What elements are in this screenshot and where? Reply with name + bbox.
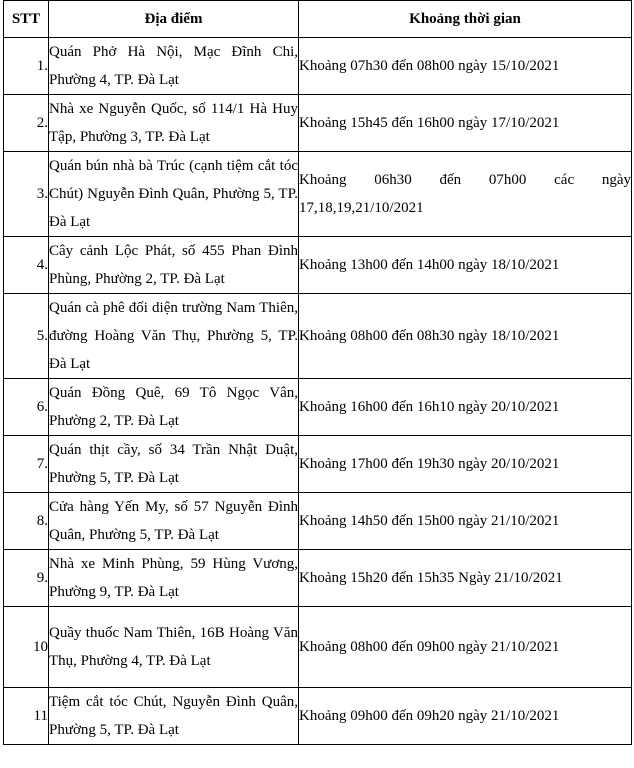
row-number: 11 [4, 688, 49, 745]
row-place: Nhà xe Minh Phùng, 59 Hùng Vương, Phường 9, TP. Đà Lạt [49, 550, 299, 607]
row-place: Quán cà phê đối diện trường Nam Thiên, đường Hoàng Văn Thụ, Phường 5, TP. Đà Lạt [49, 294, 299, 379]
row-number: 2. [4, 95, 49, 152]
row-place: Quán thịt cầy, số 34 Trần Nhật Duật, Phường 5, TP. Đà Lạt [49, 436, 299, 493]
row-time: Khoảng 08h00 đến 09h00 ngày 21/10/2021 [299, 607, 632, 688]
row-time: Khoảng 15h45 đến 16h00 ngày 17/10/2021 [299, 95, 632, 152]
row-time: Khoảng 15h20 đến 15h35 Ngày 21/10/2021 [299, 550, 632, 607]
table-row [4, 379, 632, 436]
row-time: Khoảng 09h00 đến 09h20 ngày 21/10/2021 [299, 688, 632, 745]
row-number: 1. [4, 38, 49, 95]
table-row [4, 237, 632, 294]
row-place: Tiệm cắt tóc Chút, Nguyễn Đình Quân, Phường 5, TP. Đà Lạt [49, 688, 299, 745]
right-edge-mark [631, 155, 632, 169]
table-row [4, 607, 632, 688]
table-row [4, 436, 632, 493]
row-time: Khoảng 06h30 đến 07h00 các ngày 17,18,19,21/10/2021 [299, 152, 632, 237]
table-row [4, 688, 632, 745]
row-time: Khoảng 13h00 đến 14h00 ngày 18/10/2021 [299, 237, 632, 294]
row-number: 6. [4, 379, 49, 436]
table-row [4, 38, 632, 95]
row-time: Khoảng 14h50 đến 15h00 ngày 21/10/2021 [299, 493, 632, 550]
row-time: Khoảng 07h30 đến 08h00 ngày 15/10/2021 [299, 38, 632, 95]
row-number: 4. [4, 237, 49, 294]
row-time: Khoảng 08h00 đến 08h30 ngày 18/10/2021 [299, 294, 632, 379]
row-number: 9. [4, 550, 49, 607]
table-row [4, 152, 632, 237]
row-place: Nhà xe Nguyễn Quốc, số 114/1 Hà Huy Tập, Phường 3, TP. Đà Lạt [49, 95, 299, 152]
row-place: Quầy thuốc Nam Thiên, 16B Hoàng Văn Thụ, Phường 4, TP. Đà Lạt [49, 607, 299, 688]
row-number: 10 [4, 607, 49, 688]
row-time: Khoảng 17h00 đến 19h30 ngày 20/10/2021 [299, 436, 632, 493]
row-place: Cây cảnh Lộc Phát, số 455 Phan Đình Phùng, Phường 2, TP. Đà Lạt [49, 237, 299, 294]
row-place: Quán Đồng Quê, 69 Tô Ngọc Vân, Phường 2, TP. Đà Lạt [49, 379, 299, 436]
row-number: 7. [4, 436, 49, 493]
header-place: Địa điểm [49, 1, 299, 38]
header-time: Khoảng thời gian [299, 1, 632, 38]
row-place: Cửa hàng Yến My, số 57 Nguyễn Đình Quân, Phường 5, TP. Đà Lạt [49, 493, 299, 550]
row-number: 5. [4, 294, 49, 379]
row-number: 3. [4, 152, 49, 237]
row-place: Quán bún nhà bà Trúc (cạnh tiệm cắt tóc Chút) Nguyễn Đình Quân, Phường 5, TP. Đà Lạt [49, 152, 299, 237]
table-row [4, 294, 632, 379]
row-time: Khoảng 16h00 đến 16h10 ngày 20/10/2021 [299, 379, 632, 436]
row-number: 8. [4, 493, 49, 550]
header-row [4, 1, 632, 38]
table-row [4, 550, 632, 607]
row-place: Quán Phở Hà Nội, Mạc Đĩnh Chi, Phường 4, TP. Đà Lạt [49, 38, 299, 95]
header-stt: STT [4, 1, 49, 38]
table-row [4, 493, 632, 550]
location-schedule-table [3, 0, 632, 745]
table-row [4, 95, 632, 152]
